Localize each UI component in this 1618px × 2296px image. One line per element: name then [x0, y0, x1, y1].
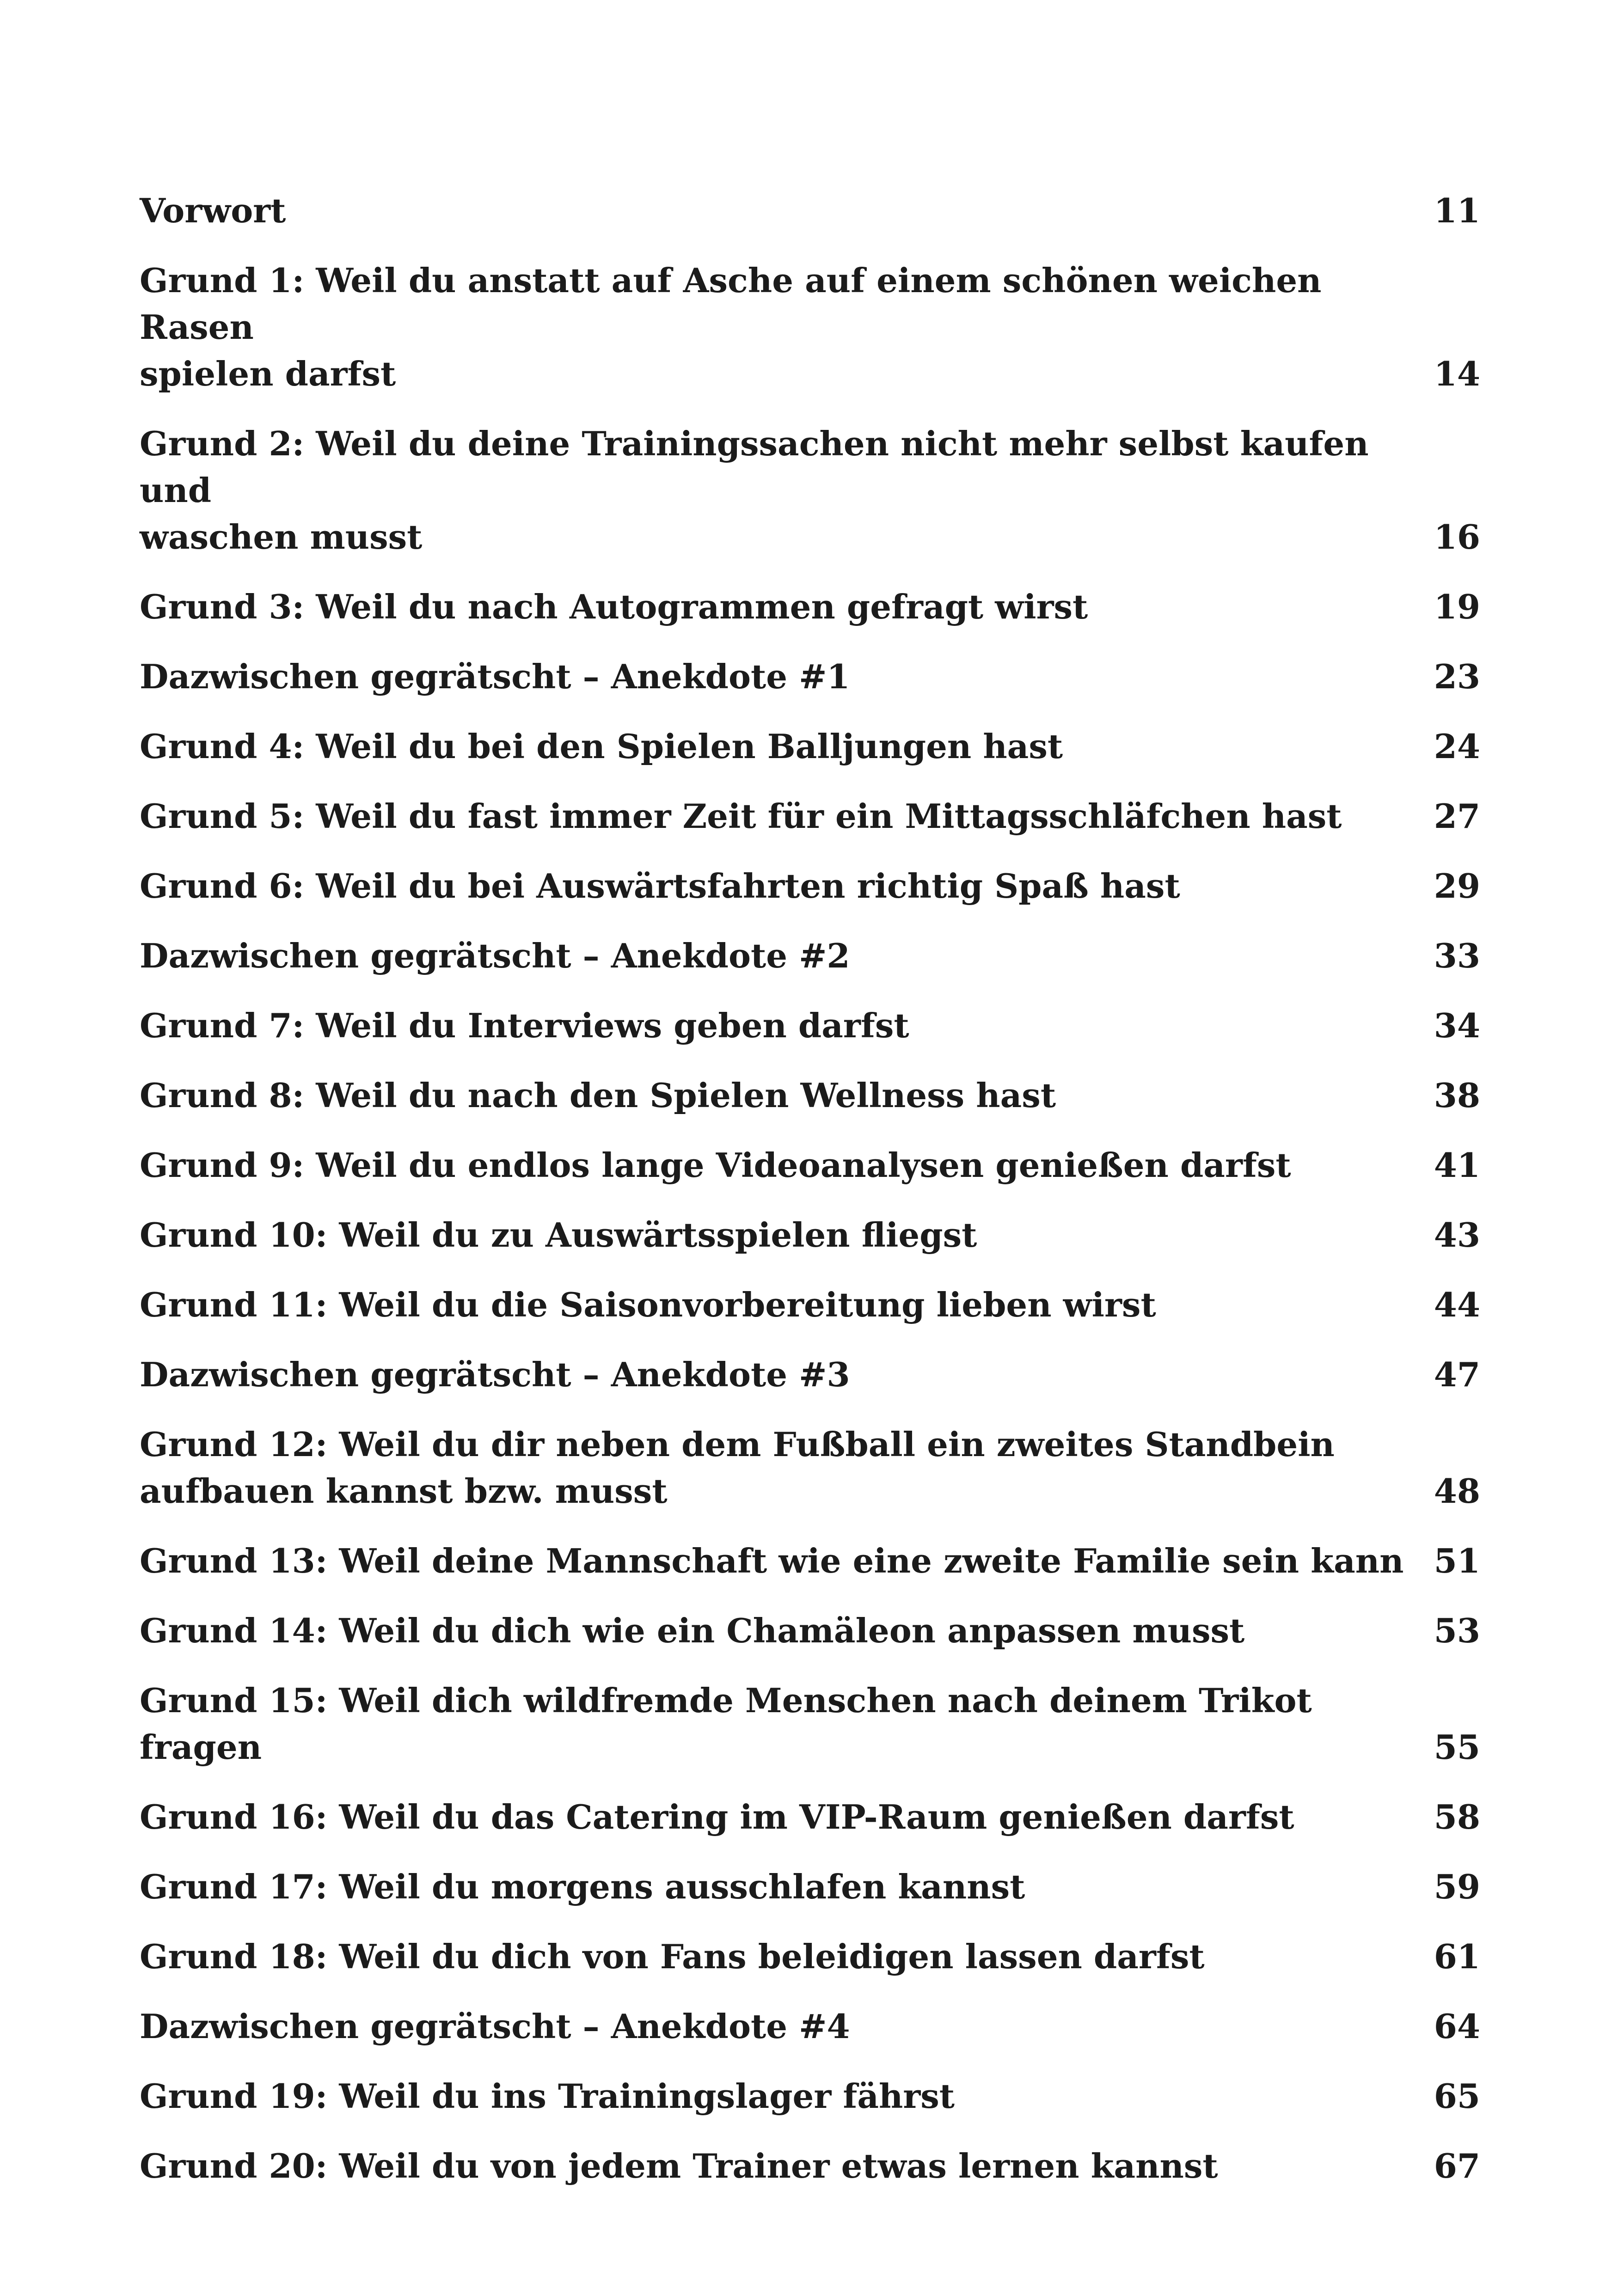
toc-entry[interactable]: [140, 1607, 1480, 1654]
toc-entry-title: Grund 20: Weil du von jedem Trainer etwas lernen kannst: [140, 2146, 1218, 2186]
toc-entry-page: 41: [1434, 1145, 1480, 1185]
toc-entry-title: Grund 16: Weil du das Catering im VIP-Raum genießen darfst: [140, 1797, 1294, 1837]
toc-entry-page: 33: [1434, 936, 1480, 975]
toc-entry[interactable]: [140, 420, 1480, 560]
toc-entry[interactable]: [140, 1677, 1480, 1770]
toc-entry-page: 58: [1434, 1797, 1480, 1837]
toc-entry[interactable]: [140, 932, 1480, 979]
table-of-contents: [140, 187, 1480, 2212]
toc-entry[interactable]: [140, 187, 1480, 234]
toc-entry[interactable]: [140, 583, 1480, 630]
toc-entry-title: Grund 15: Weil dich wildfremde Menschen nach deinem Trikot fragen: [140, 1681, 1312, 1767]
toc-entry[interactable]: [140, 723, 1480, 770]
toc-entry[interactable]: [140, 793, 1480, 839]
toc-entry-page: 23: [1434, 657, 1480, 696]
toc-entry-title: Grund 12: Weil du dir neben dem Fußball ein zweites Standbein aufbauen kannst bzw. musst: [140, 1425, 1335, 1511]
toc-entry-page: 51: [1434, 1541, 1480, 1580]
toc-entry-title: Grund 18: Weil du dich von Fans beleidigen lassen darfst: [140, 1937, 1205, 1976]
toc-entry-page: 16: [1434, 517, 1480, 557]
toc-entry-page: 65: [1434, 2076, 1480, 2116]
toc-entry-title: Grund 17: Weil du morgens ausschlafen kannst: [140, 1867, 1025, 1906]
toc-entry-title: Grund 1: Weil du anstatt auf Asche auf einem schönen weichen Rasen spielen darfst: [140, 261, 1322, 393]
toc-entry-page: 53: [1434, 1611, 1480, 1650]
toc-entry[interactable]: [140, 1933, 1480, 1980]
toc-entry-page: 27: [1434, 796, 1480, 836]
toc-entry-title: Grund 14: Weil du dich wie ein Chamäleon anpassen musst: [140, 1611, 1245, 1650]
toc-entry[interactable]: [140, 1072, 1480, 1119]
toc-entry-title: Grund 2: Weil du deine Trainingssachen nicht mehr selbst kaufen und waschen musst: [140, 424, 1369, 557]
toc-entry[interactable]: [140, 1212, 1480, 1258]
toc-entry[interactable]: [140, 1351, 1480, 1398]
toc-entry-page: 14: [1434, 354, 1480, 393]
toc-entry-title: Grund 4: Weil du bei den Spielen Balljungen hast: [140, 727, 1063, 766]
toc-entry-page: 47: [1434, 1355, 1480, 1394]
toc-entry-title: Grund 8: Weil du nach den Spielen Wellness hast: [140, 1076, 1056, 1115]
toc-entry-page: 11: [1434, 191, 1480, 230]
toc-entry-page: 64: [1434, 2007, 1480, 2046]
toc-entry-title: Dazwischen gegrätscht – Anekdote #3: [140, 1355, 850, 1394]
toc-entry[interactable]: [140, 1281, 1480, 1328]
toc-entry-page: 34: [1434, 1006, 1480, 1045]
toc-entry-title: Dazwischen gegrätscht – Anekdote #4: [140, 2007, 850, 2046]
toc-entry[interactable]: [140, 1794, 1480, 1840]
toc-entry-page: 61: [1434, 1937, 1480, 1976]
toc-entry[interactable]: [140, 1002, 1480, 1049]
toc-entry-title: Grund 3: Weil du nach Autogrammen gefragt wirst: [140, 587, 1088, 626]
toc-entry-title: Grund 9: Weil du endlos lange Videoanalysen genießen darfst: [140, 1145, 1291, 1185]
toc-entry[interactable]: [140, 1537, 1480, 1584]
toc-entry[interactable]: [140, 2003, 1480, 2050]
toc-entry-page: 19: [1434, 587, 1480, 626]
toc-entry-page: 38: [1434, 1076, 1480, 1115]
toc-entry-page: 48: [1434, 1471, 1480, 1511]
toc-entry-title: Grund 13: Weil deine Mannschaft wie eine zweite Familie sein kann: [140, 1541, 1404, 1580]
toc-entry-page: 59: [1434, 1867, 1480, 1906]
toc-entry-title: Grund 19: Weil du ins Trainingslager fährst: [140, 2076, 955, 2116]
toc-entry-title: Dazwischen gegrätscht – Anekdote #1: [140, 657, 850, 696]
toc-entry-title: Grund 6: Weil du bei Auswärtsfahrten richtig Spaß hast: [140, 866, 1180, 906]
toc-entry-page: 67: [1434, 2146, 1480, 2186]
toc-entry[interactable]: [140, 2143, 1480, 2189]
toc-entry-title: Grund 10: Weil du zu Auswärtsspielen fliegst: [140, 1215, 977, 1255]
toc-entry[interactable]: [140, 2073, 1480, 2119]
toc-entry[interactable]: [140, 1142, 1480, 1188]
toc-entry-page: 44: [1434, 1285, 1480, 1324]
toc-entry-page: 29: [1434, 866, 1480, 906]
toc-entry-title: Vorwort: [140, 191, 286, 230]
toc-entry-title: Dazwischen gegrätscht – Anekdote #2: [140, 936, 850, 975]
toc-entry[interactable]: [140, 1863, 1480, 1910]
toc-entry-title: Grund 7: Weil du Interviews geben darfst: [140, 1006, 909, 1045]
toc-entry[interactable]: [140, 653, 1480, 700]
toc-entry-title: Grund 11: Weil du die Saisonvorbereitung lieben wirst: [140, 1285, 1156, 1324]
toc-entry-title: Grund 5: Weil du fast immer Zeit für ein Mittagsschläfchen hast: [140, 796, 1342, 836]
toc-entry[interactable]: [140, 257, 1480, 397]
toc-entry-page: 55: [1434, 1727, 1480, 1767]
toc-entry[interactable]: [140, 1421, 1480, 1514]
toc-entry-page: 43: [1434, 1215, 1480, 1255]
toc-entry-page: 24: [1434, 727, 1480, 766]
toc-entry[interactable]: [140, 863, 1480, 909]
